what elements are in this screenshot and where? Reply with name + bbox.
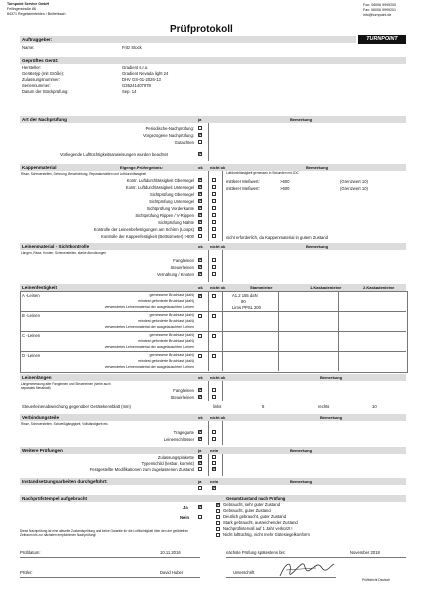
page-title: Prüfprotokoll [170,24,233,35]
checkbox-ok[interactable] [198,192,202,196]
checkbox-nicht-ok[interactable] [212,206,216,210]
checkbox-nicht-ok[interactable] [212,213,216,217]
section-stempel [20,495,406,502]
datum-stueck-label: Datum der Stückprüfung: [22,89,69,94]
section-verbindung [20,414,406,421]
kappen-bem-head: Luftdurchlässigkeit gemessen in Sekunden mit JDC [226,171,299,175]
section-instand [20,478,406,485]
art-item-periodisch: Periodische-Nachprüfung: [145,126,194,131]
row-mindest: mindest geforderte Bruchlast (daN) [138,299,194,303]
section-title: Auftraggeber: [22,37,53,42]
serien-label: Seriennummer: [22,83,51,88]
checkbox-gesamt[interactable] [216,521,220,525]
gesamt-heading: Gesamtzustand nach Prüfung [226,496,286,501]
serien-value: G35241407078 [122,83,151,88]
art-item-gutachten: Gutachten [174,140,194,145]
datum-stueck-value: Sep. 14 [122,89,137,94]
col-bemerkung: Bemerkung [320,375,343,381]
checkbox-gesamt[interactable] [216,503,220,507]
laengen-sub: Längenmessung aller Fangleinen und Steuerleinen (siehe auch separates Messbiatt) [21,382,111,390]
row-gemessen: gemessene Bruchlast (daN) [149,333,194,337]
checkbox-nein[interactable] [212,461,216,465]
pruefdatum-value: 10.11.2016 [160,550,181,555]
checkbox-nicht-ok[interactable] [212,437,216,441]
col-nein: nein [210,479,219,485]
zulassung-value: DHV GS-01-2026-13 [122,77,161,82]
gesamt-item: Stark gebraucht, ausreichender Zustand [223,520,298,525]
gesamt-item: Deutlich gebraucht, guter Zustand [223,514,287,519]
naechste-pruefung-label: nächste Prüfung spätestens bis: [226,550,286,555]
company-street: Fellingerstraße 66 [7,7,36,11]
links-value: 8 [262,404,265,409]
stempel-nein-label: Nein [180,515,190,520]
row-material: verwendetes Leinenmaterial der ausgetauschten Leinen [104,305,194,309]
checkbox-ja[interactable] [198,467,202,471]
company-city: 84371 Regelsteinfelden / Beibelbach [7,12,66,16]
stempel-note: Diese Nachprüfung ist eine aktuelle Zustandsprüfung und keine Garantie für die Lufttüchtigkeit über den der geübtefren Zeitraum bis zur nächsten empfohlenen Nachprüfung! [20,529,189,537]
section-title: Weitere Prüfungen [22,448,63,453]
company-logo: TURNPOINT [358,35,406,44]
col-bemerkung: Bemerkung [306,165,329,171]
section-title: Art der Nachprüfung [22,117,67,122]
row-material: verwendetes Leinenmaterial der ausgetauschten Leinen [104,325,194,329]
kappen-item: Kontrolle der Kappenfestigkeit (Bettsometer) >800 [101,234,194,239]
verbindung-item: Leinenschlösser [163,437,194,442]
checkbox-ja[interactable] [198,461,202,465]
col-kaskade-2: 2.Kaskadenleine [363,285,395,291]
name-value: Fritz Stock [122,45,142,50]
kappen-item: Kontr. Luftdurchlässigkeit Untersegel [125,185,194,190]
checkbox-ok[interactable] [198,314,202,318]
company-phone: Fon: 06006 9999200 [363,3,397,7]
checkbox-ok[interactable] [198,334,202,338]
gesamt-item: Gebraucht, sehr guter Zustand [223,502,281,507]
rechts-label: rechts [318,404,330,409]
section-title: Leinenlängen [22,375,52,380]
checkbox-gutachten[interactable] [198,140,202,144]
company-name: Turnpoint Service GmbH [7,2,50,6]
col-bemerkung: Bemerkung [320,415,343,421]
stempel-ja-label: Ja [183,505,188,510]
kappen-item: Sichtprüfung Nähte [158,220,194,225]
leinen-item: Steuerleinen [170,265,194,270]
leinen-item: Vernähung / Knoten [156,272,194,277]
col-nicht-ok: nicht ok [210,165,226,171]
leinen-sub: Längen, Risse, Knoten, Scheuerstellen, starke Abnutzungen [21,251,107,255]
col-ok: ok [198,244,203,250]
checkbox-nicht-ok[interactable] [212,227,216,231]
checkbox-lta[interactable] [198,152,202,156]
weitere-item: Festgestellte Modifikationen zum zugelassenen Zustand [89,467,194,472]
a-stammleine: A1.2 155 daN [232,293,258,298]
gesamt-item: Gebraucht, guter Zustand [223,508,271,513]
kappen-item: Kontr. Luftdurchlässigkeit Obersegel [126,178,194,183]
col-bemerkung: Bemerkung [290,117,313,123]
checkbox-nicht-ok[interactable] [212,388,216,392]
col-ok: ok [198,285,203,291]
weitere-item: Zulassungsplakette [157,455,194,460]
checkbox-nicht-ok[interactable] [212,178,216,182]
section-kappen [20,164,406,171]
section-title: Geprüftes Gerät: [22,58,59,63]
a-kaskade-1: 90 [241,299,246,304]
section-laengen [20,374,406,381]
checkbox-nicht-ok[interactable] [212,234,216,238]
section-title: Nachprüfstempel aufgebracht [22,496,88,501]
col-ok: ok [198,375,203,381]
group-c-label: C -Leinen [22,333,41,338]
section-title: Instandsetzungsarbeiten durchgeführt: [22,479,108,484]
pruefdatum-label: Prüfdatum: [20,550,41,555]
checkbox-gesamt[interactable] [216,509,220,513]
links-label: links [213,404,222,409]
kappen-sub: Risse, Scheuerstellen, Dehnung, Beschichtung, Reparaturstellen und Luftdurchlässigkeit [21,172,147,176]
row-mindest: mindest geforderte Bruchlast (daN) [138,319,194,323]
geraetetyp-label: Gerätetyp (mit Größe): [22,71,65,76]
messwert-oben-limit: (Grenzwert 10) [340,179,368,184]
checkbox-ja[interactable] [198,486,202,490]
row-material: verwendetes Leinenmaterial der ausgetauschten Leinen [104,345,194,349]
row-material: verwendetes Leinenmaterial der ausgetauschten Leinen [104,365,194,369]
col-ok: ok [198,165,203,171]
kappen-note: nicht erforderlich, da Kappenmaterial in gutem Zustand [226,235,328,240]
kappen-item: Sichtprüfung Obersegel [150,192,194,197]
kappen-item: Sichtprüfung Rippen / V-Rippen [135,213,194,218]
section-festigkeit [20,284,406,291]
checkbox-ok[interactable] [198,178,202,182]
col-nicht-ok: nicht ok [210,285,226,291]
kappen-item: Sichtprüfung Untersegel [149,199,194,204]
checkbox-nein[interactable] [212,467,216,471]
checkbox-ok[interactable] [198,272,202,276]
checkbox-nein[interactable] [212,486,216,490]
row-mindest: mindest geforderte Bruchlast (daN) [138,359,194,363]
col-ja: ja [198,479,202,485]
row-gemessen: gemessene Bruchlast (daN) [149,313,194,317]
checkbox-nicht-ok[interactable] [212,314,216,318]
col-ja: ja [198,448,202,454]
col-nicht-ok: nicht ok [210,244,226,250]
art-item-vorgezogen: Vorgezogene Nachprüfung: [143,133,194,138]
checkbox-stempel-ja[interactable] [198,505,202,509]
checkbox-periodisch[interactable] [198,126,202,130]
col-nicht-ok: nicht ok [210,415,226,421]
kappen-item: Sichtprüfung Vorderkante [146,206,194,211]
hersteller-label: Hersteller: [22,65,42,70]
checkbox-nicht-ok[interactable] [212,185,216,189]
hersteller-value: Gradient s.r.o. [122,65,149,70]
rechts-value: 10 [372,404,377,409]
leinen-item: Fangleinen [173,258,194,263]
pruefer-label: Prüfer: [20,570,33,575]
name-label: Name: [22,45,35,50]
row-mindest: mindest geforderte Bruchlast (daN) [138,339,194,343]
messwert-oben-label: mittlerer Meßwert: [226,179,260,184]
checkbox-ok[interactable] [198,234,202,238]
unterschrift-label: Unterschrift [233,570,255,575]
checkbox-nicht-ok[interactable] [212,265,216,269]
checkbox-ok[interactable] [198,354,202,358]
checkbox-ok[interactable] [198,199,202,203]
messwert-unten-limit: (Grenzwert 10) [340,186,368,191]
section-art [20,116,406,123]
col-ja: ja [198,117,202,123]
zulassung-label: Zulassungsnummer: [22,77,60,82]
group-b-label: B -Leinen [22,313,40,318]
group-a-label: A -Leinen [22,293,40,298]
checkbox-nicht-ok[interactable] [212,354,216,358]
section-geraet [20,57,406,64]
checkbox-ok[interactable] [198,294,202,298]
checkbox-vorgezogen[interactable] [198,133,202,137]
checkbox-ok[interactable] [198,395,202,399]
checkbox-nicht-ok[interactable] [212,258,216,262]
messwert-oben-value: >600 [280,179,290,184]
checkbox-nicht-ok[interactable] [212,334,216,338]
col-ok: ok [198,415,203,421]
naechste-pruefung-value: November 2018 [350,550,380,555]
checkbox-ok[interactable] [198,388,202,392]
checkbox-ok[interactable] [198,437,202,441]
section-title: Leinenfestigkeit [22,285,57,290]
checkbox-ok[interactable] [198,185,202,189]
messwert-unten-label: mittlerer Meßwert: [226,186,260,191]
laengen-item: Steuerleinen [170,395,194,400]
checkbox-nein[interactable] [212,455,216,459]
kappen-item: Kontrolle der Leinenbefestigungen am Schirm (Loops) [93,227,194,232]
checkbox-nicht-ok[interactable] [212,430,216,434]
row-gemessen: gemessene Bruchlast (daN) [149,353,194,357]
col-kaskade-1: 1.Kaskadenleine [310,285,342,291]
checkbox-ok[interactable] [198,206,202,210]
checkbox-nicht-ok[interactable] [212,395,216,399]
kappen-heading: Eigenge-Prüfergebnis: [120,165,163,171]
abweichung-label: Steuerleinenabweichung gegenüber Gerätekennblatt (mm) [22,404,131,409]
verbindung-item: Tragegurte [173,430,194,435]
checkbox-ok[interactable] [198,220,202,224]
col-bemerkung: Bemerkung [306,244,329,250]
gesamt-item: Nachprüfintervall auf 1 Jahr verkürzt ! [223,526,293,531]
company-email: info@turnpoint.de [363,13,392,17]
checkbox-nicht-ok[interactable] [212,294,216,298]
checkbox-ok[interactable] [198,265,202,269]
checkbox-stempel-nein[interactable] [198,515,202,519]
messwert-unten-value: >600 [280,186,290,191]
checkbox-nicht-ok[interactable] [212,220,216,224]
art-note: Vorliegende Lufttüchtigkeitsanweisungen wurden beachtet [60,152,169,157]
section-title: Leinenmaterial - Sichtkontrolle [22,244,90,249]
checkbox-nicht-ok[interactable] [212,192,216,196]
checkbox-gesamt[interactable] [216,533,220,537]
checkbox-ok[interactable] [198,258,202,262]
section-weitere [20,447,406,454]
checkbox-nicht-ok[interactable] [212,272,216,276]
laengen-item: Fangleinen [173,388,194,393]
stamp-text: Prüfbericht Deutsch [362,578,390,582]
row-gemessen: gemessene Bruchlast (daN) [149,293,194,297]
checkbox-ok[interactable] [198,227,202,231]
col-nein: nein [210,448,219,454]
weitere-item: Typenschild (lesbar, korrekt) [141,461,194,466]
signature-icon [276,556,336,582]
verbindung-sub: Risse, Scheuerstellen, Schweißgängigkeit, Vollständigkeit etc. [21,422,109,426]
section-title: Kappenmaterial [22,165,57,170]
checkbox-gesamt[interactable] [216,527,220,531]
checkbox-ok[interactable] [198,430,202,434]
col-bemerkung: Bemerkung [290,479,313,485]
gesamt-item: Nicht lufttüchtig, nicht mehr Gütesiegelkonform [223,532,310,537]
pruefer-value: David Huber [160,570,184,575]
col-nicht-ok: nicht ok [210,375,226,381]
checkbox-gesamt[interactable] [216,515,220,519]
checkbox-nicht-ok[interactable] [212,199,216,203]
a-kaskade-2: Liros PPSL 200 [232,305,261,310]
checkbox-ja[interactable] [198,455,202,459]
group-d-label: D -Leinen [22,353,41,358]
company-fax: Fax: 06006 9999201 [363,8,396,12]
checkbox-ok[interactable] [198,213,202,217]
section-title: Verbindungsteile [22,415,60,420]
section-auftraggeber [20,36,356,43]
section-leinen [20,243,406,250]
geraetetyp-value: Gradient Nevada light 24 [122,71,169,76]
col-bemerkung: Bemerkung [290,448,313,454]
col-stammleine: Stammleine [250,285,273,291]
